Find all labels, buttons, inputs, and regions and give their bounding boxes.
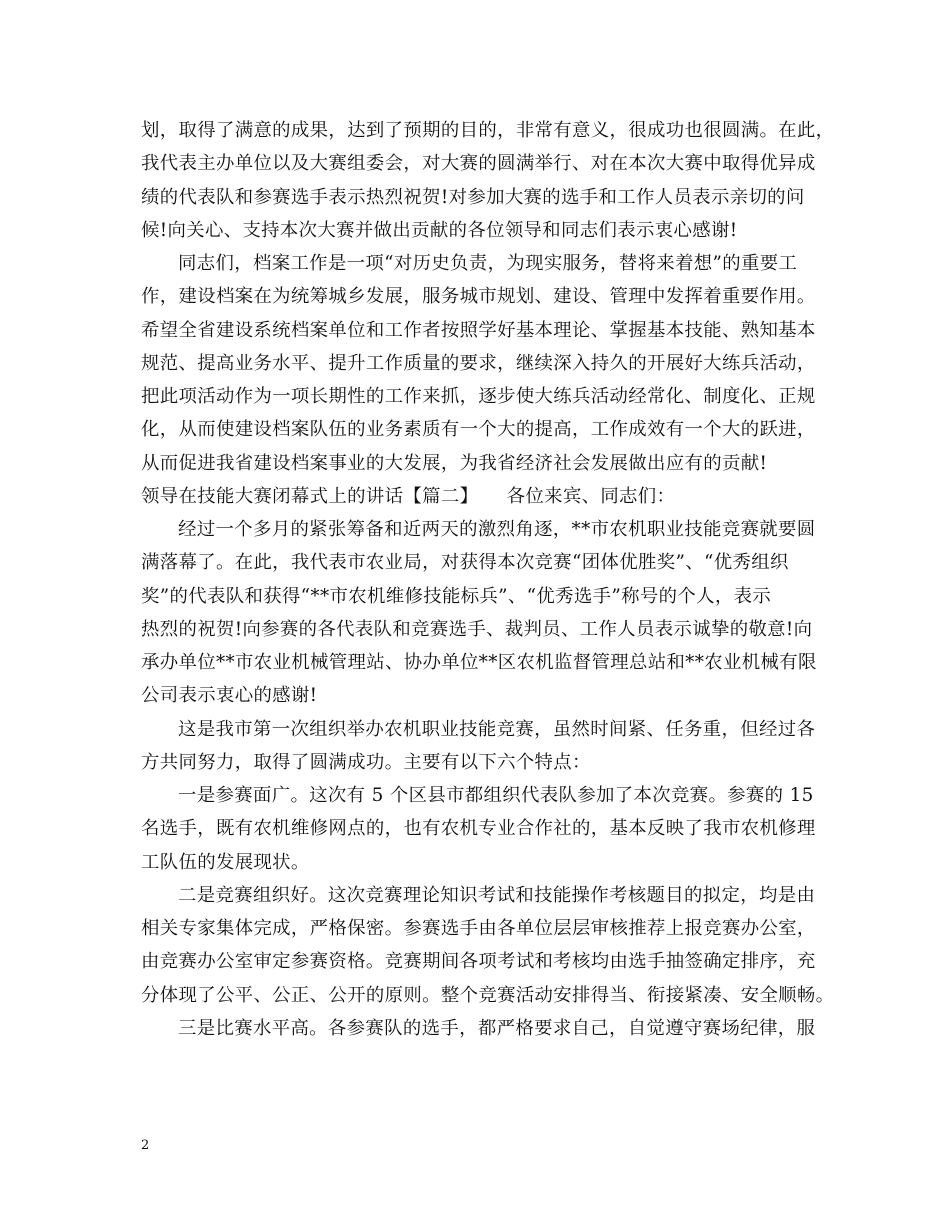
body-text (141, 114, 835, 1045)
text-line: 三是比赛水平高。各参赛队的选手，都严格要求自己，自觉遵守赛场纪律，服 (178, 1017, 816, 1039)
text-line: 化，从而使建设档案队伍的业务素质有一个大的提高，工作成效有一个大的跃进， (141, 419, 816, 441)
text-line: 把此项活动作为一项长期性的工作来抓，逐步使大练兵活动经常化、制度化、正规 (141, 386, 816, 407)
text-line: 方共同努力，取得了圆满成功。主要有以下六个特点： (141, 751, 591, 773)
text-line: 绩的代表队和参赛选手表示热烈祝贺!对参加大赛的选手和工作人员表示亲切的问 (141, 186, 805, 208)
text-line: 同志们，档案工作是一项“对历史负责，为现实服务，替将来着想”的重要工 (178, 253, 798, 274)
text-line: 名选手，既有农机维修网点的，也有农机专业合作社的，基本反映了我市农机修理 (141, 818, 816, 840)
text-line: 承办单位**市农业机械管理站、协办单位**区农机监督管理总站和**农业机械有限 (141, 652, 817, 673)
text-line: 规范、提高业务水平、提升工作质量的要求，继续深入持久的开展好大练兵活动， (141, 352, 816, 374)
text-line: 候!向关心、支持本次大赛并做出贡献的各位领导和同志们表示衷心感谢! (141, 219, 738, 241)
text-line: 公司表示衷心的感谢! (141, 685, 318, 707)
text-line: 二是竞赛组织好。这次竞赛理论知识考试和技能操作考核题目的拟定，均是由 (178, 884, 816, 906)
text-line: 奖”的代表队和获得“**市农机维修技能标兵”、“优秀选手”称号的个人，表示 (141, 585, 772, 607)
text-line: 经过一个多月的紧张筹备和近两天的激烈角逐，**市农机职业技能竞赛就要圆 (178, 519, 816, 540)
section-heading-line: 领导在技能大赛闭幕式上的讲话【篇二】 各位来宾、同志们： (141, 485, 676, 507)
text-line: 热烈的祝贺!向参赛的各代表队和竞赛选手、裁判员、工作人员表示诚挚的敬意!向 (141, 618, 813, 640)
text-line: 从而促进我省建设档案事业的大发展，为我省经济社会发展做出应有的贡献! (141, 452, 768, 474)
text-line: 这是我市第一次组织举办农机职业技能竞赛，虽然时间紧、任务重，但经过各 (178, 718, 816, 740)
text-line: 工队伍的发展现状。 (141, 851, 310, 873)
text-line: 划，取得了满意的成果，达到了预期的目的，非常有意义，很成功也很圆满。在此， (141, 120, 835, 141)
text-line: 作，建设档案在为统筹城乡发展，服务城市规划、建设、管理中发挥着重要作用。 (141, 286, 816, 308)
page-number: 2 (141, 1138, 150, 1153)
text-line: 满落幕了。在此，我代表市农业局，对获得本次竞赛“团体优胜奖”、“优秀组织 (141, 552, 789, 574)
text-line: 相关专家集体完成，严格保密。参赛选手由各单位层层审核推荐上报竞赛办公室， (141, 918, 816, 939)
text-line: 由竞赛办公室审定参赛资格。竞赛期间各项考试和考核均由选手抽签确定排序，充 (141, 951, 816, 973)
text-line: 分体现了公平、公正、公开的原则。整个竞赛活动安排得当、衔接紧凑、安全顺畅。 (141, 984, 835, 1006)
text-line: 我代表主办单位以及大赛组委会，对大赛的圆满举行、对在本次大赛中取得优异成 (141, 153, 816, 175)
text-line: 希望全省建设系统档案单位和工作者按照学好基本理论、掌握基本技能、熟知基本 (141, 319, 816, 341)
text-line: 一是参赛面广。这次有 5 个区县市都组织代表队参加了本次竞赛。参赛的 15 (178, 785, 814, 806)
